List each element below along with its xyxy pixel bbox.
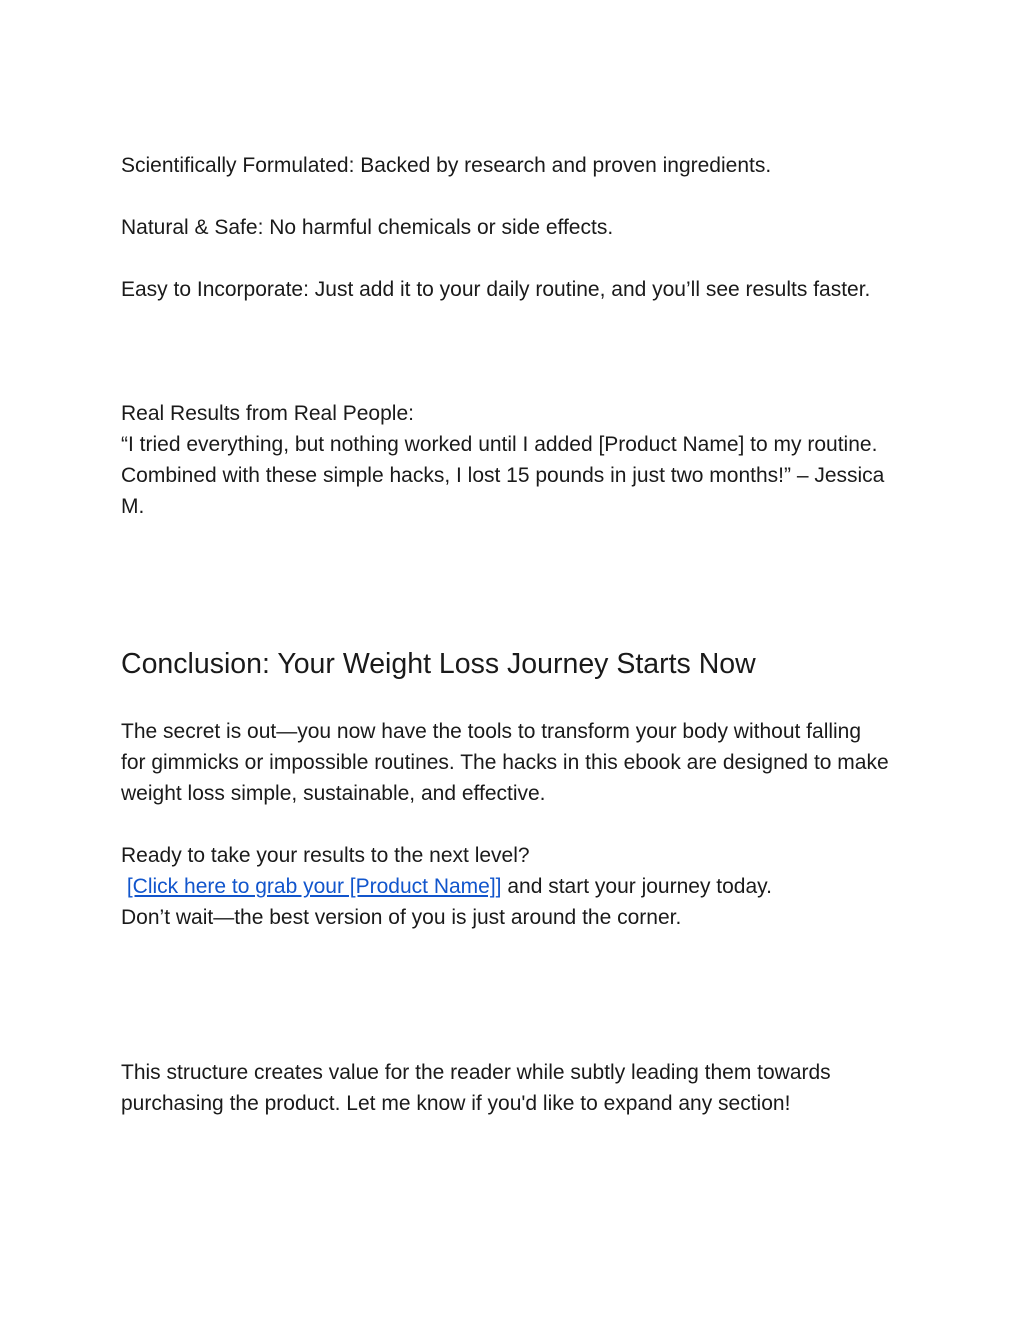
testimonial-block [121, 398, 891, 522]
conclusion-paragraph: The secret is out—you now have the tools to transform your body without falling for gimmicks or impossible routines. The hacks in this ebook are designed to make weight loss simple, sustainable, and effective. [121, 720, 889, 805]
call-to-action-block [121, 840, 901, 933]
benefit-scientifically-formulated: Scientifically Formulated: Backed by research and proven ingredients. [121, 154, 772, 177]
conclusion-heading: Conclusion: Your Weight Loss Journey Starts Now [121, 648, 756, 680]
cta-after-link: and start your journey today. [501, 875, 772, 898]
cta-closing: Don’t wait—the best version of you is just around the corner. [121, 906, 682, 929]
cta-intro: Ready to take your results to the next level? [121, 844, 530, 867]
cta-line [121, 871, 901, 902]
product-link[interactable]: [Click here to grab your [Product Name]] [126, 875, 502, 898]
benefit-natural-safe: Natural & Safe: No harmful chemicals or side effects. [121, 216, 614, 239]
closing-note: This structure creates value for the reader while subtly leading them towards purchasing the product. Let me know if you'd like to expand any section! [121, 1061, 831, 1115]
testimonial-label: Real Results from Real People: [121, 402, 414, 425]
testimonial-quote: “I tried everything, but nothing worked until I added [Product Name] to my routine. Combined with these simple hacks, I lost 15 pounds in just two months!” – Jessica M. [121, 433, 885, 518]
benefit-easy-to-incorporate: Easy to Incorporate: Just add it to your daily routine, and you’ll see results faster. [121, 278, 871, 301]
